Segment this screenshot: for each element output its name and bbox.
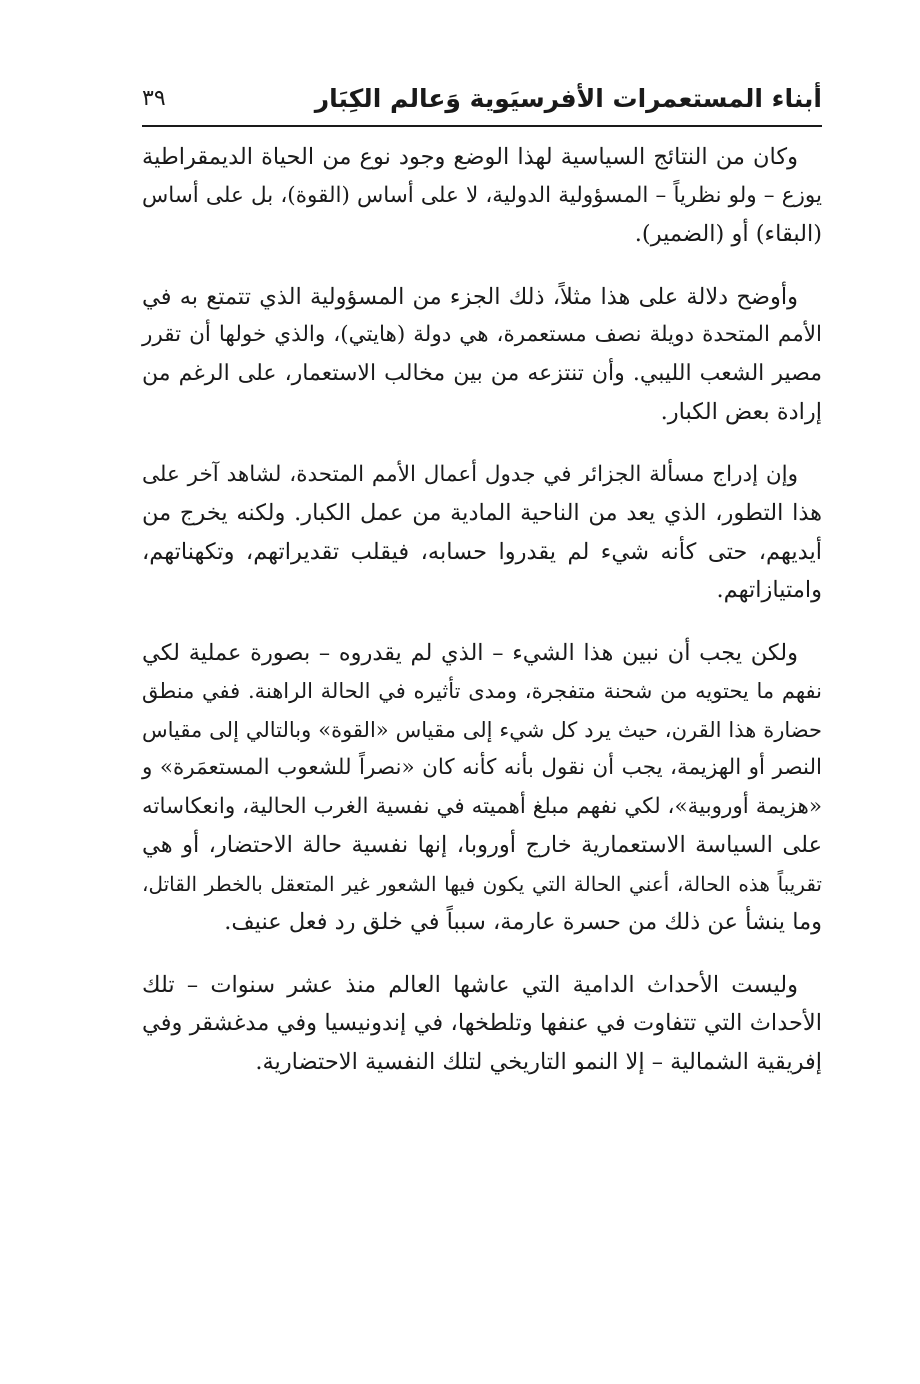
text-line: تقريباً هذه الحالة، أعني الحالة التي يكون فيها الشعور غير المتعقل بالخطر القاتل، (142, 871, 822, 896)
text-line: حضارة هذا القرن، حيث يرد كل شيء إلى مقياس «القوة» وبالتالي إلى مقياس (142, 717, 822, 742)
paragraph-5 (142, 966, 822, 1082)
text-line: (البقاء) أو (الضمير). (634, 221, 822, 247)
text-line: وما ينشأ عن ذلك من حسرة عارمة، سبباً في خلق رد فعل عنيف. (224, 909, 822, 935)
text-line: إرادة بعض الكبار. (660, 399, 822, 425)
text-line: يوزع – ولو نظرياً – المسؤولية الدولية، لا على أساس (القوة)، بل على أساس (142, 182, 822, 208)
text-line: هذا التطور، الذي يعد من الناحية المادية من عمل الكبار. ولكنه يخرج من (142, 500, 822, 526)
text-line: الأمم المتحدة دويلة نصف مستعمرة، هي دولة (هايتي)، والذي خولها أن تقرر (142, 322, 822, 347)
text-line: أيديهم، حتى كأنه شيء لم يقدروا حسابه، فيقلب تقديراتهم، وتكهناتهم، (142, 538, 822, 565)
text-line: نفهم ما يحتويه من شحنة متفجرة، ومدى تأثيره في الحالة الراهنة. ففي منطق (142, 679, 822, 703)
text-line: وامتيازاتهم. (716, 577, 822, 603)
text-line: «هزيمة أوروبية»، لكي نفهم مبلغ أهميته في نفسية الغرب الحالية، وانعكاساته (142, 793, 822, 819)
text-line: مصير الشعب الليبي. وأن تنتزعه من بين مخالب الاستعمار، على الرغم من (142, 360, 822, 386)
text-line: النصر أو الهزيمة، يجب أن نقول بأنه كأنه كان «نصراً للشعوب المستعمَرة» و (142, 755, 822, 780)
text-line: الأحداث التي تتفاوت في عنفها وتلطخها، في إندونيسيا وفي مدغشقر وفي (142, 1010, 822, 1036)
header-rule (142, 125, 822, 127)
text-line: وأوضح دلالة على هذا مثلاً، ذلك الجزء من المسؤولية الذي تتمتع به في (142, 283, 798, 310)
page-number: ٣٩ (142, 86, 166, 111)
text-line: ولكن يجب أن نبين هذا الشيء – الذي لم يقدروه – بصورة عملية لكي (142, 639, 798, 666)
paragraph-4 (142, 634, 822, 942)
text-line: على السياسة الاستعمارية خارج أوروبا، إنها نفسية حالة الاحتضار، أو هي (142, 832, 822, 858)
text-line: وليست الأحداث الدامية التي عاشها العالم منذ عشر سنوات – تلك (142, 971, 798, 998)
text-body (142, 138, 822, 1105)
text-line: إفريقية الشمالية – إلا النمو التاريخي لتلك النفسية الاحتضارية. (255, 1048, 822, 1075)
text-line: وإن إدراج مسألة الجزائر في جدول أعمال الأمم المتحدة، لشاهد آخر على (142, 461, 798, 487)
paragraph-1 (142, 138, 822, 254)
text-line: وكان من النتائج السياسية لهذا الوضع وجود نوع من الحياة الديمقراطية (142, 144, 798, 170)
running-header (142, 80, 822, 120)
paragraph-2 (142, 278, 822, 432)
running-title: أبناء المستعمرات الأفرسيَوية وَعالم الكِبَار (314, 84, 822, 113)
paragraph-3 (142, 456, 822, 610)
